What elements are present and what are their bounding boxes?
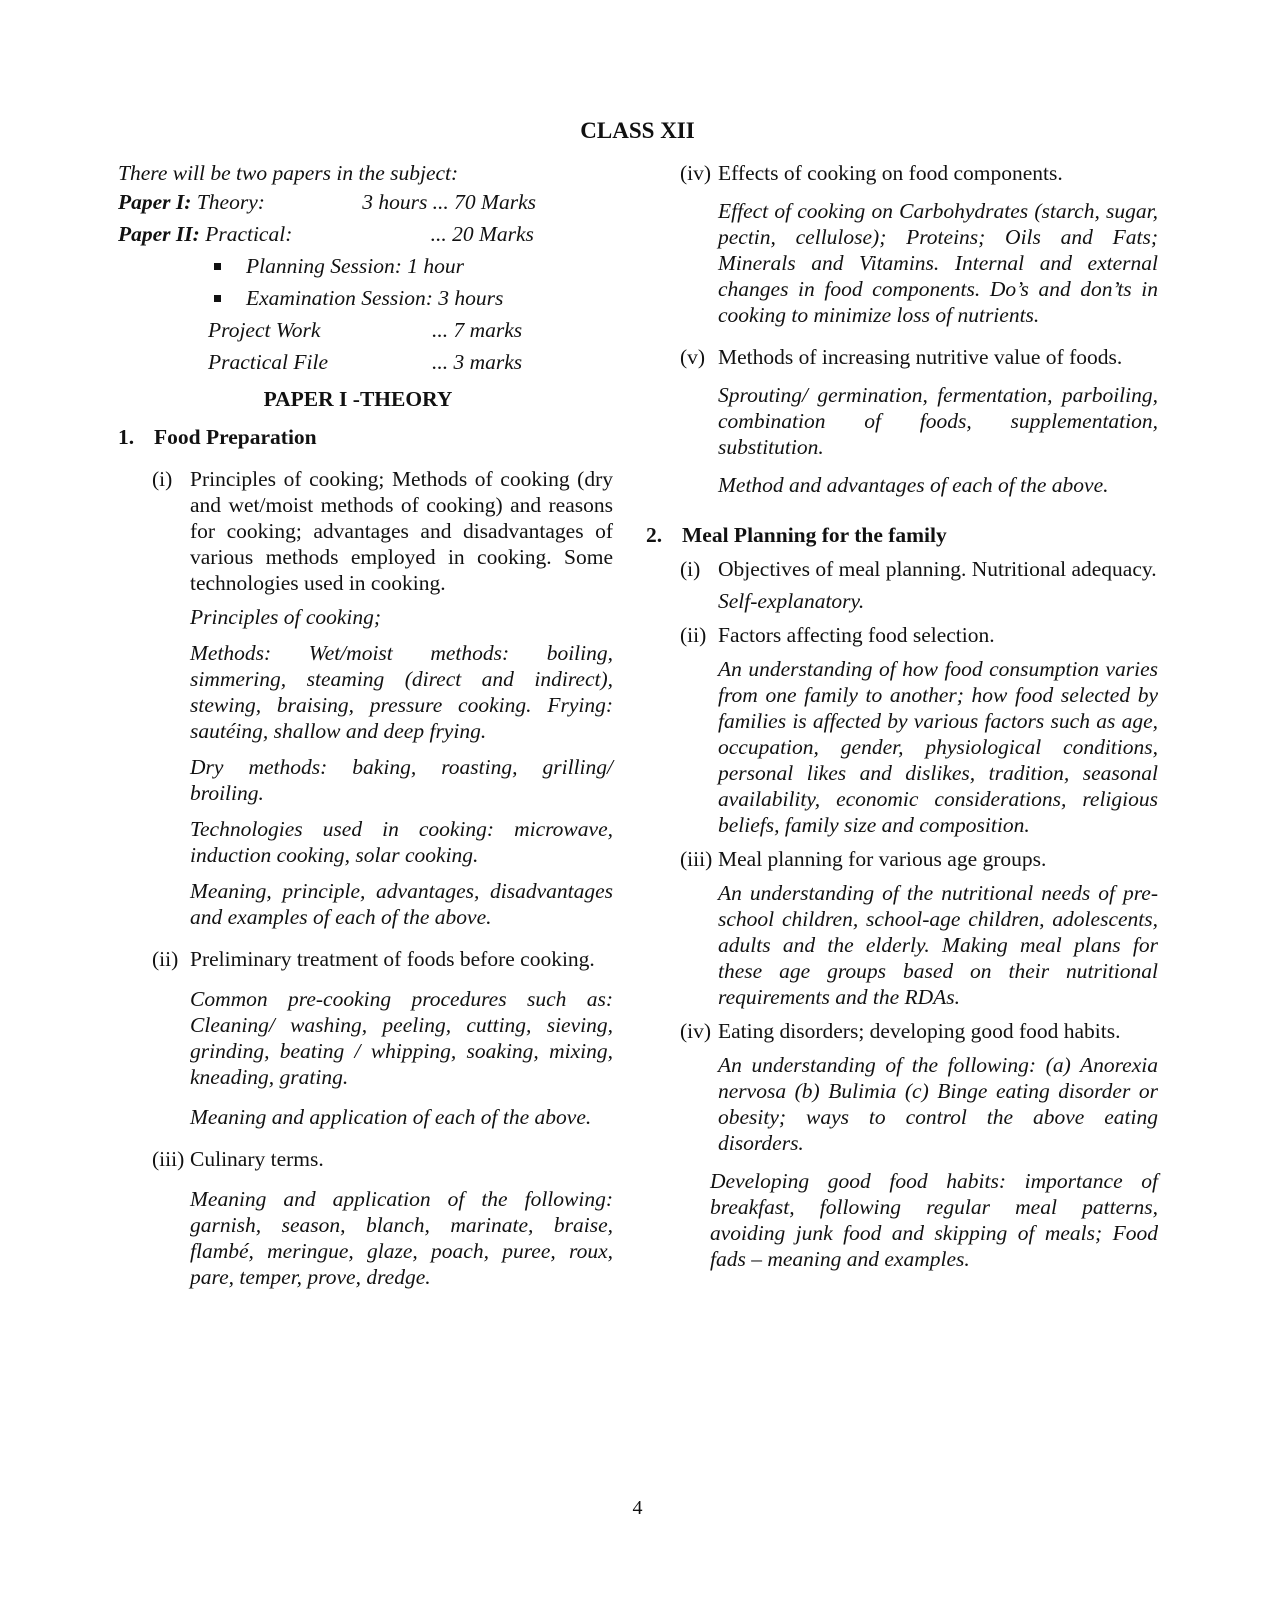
paper-detail: ... 20 Marks — [430, 222, 534, 246]
intro-text: There will be two papers in the subject: — [118, 161, 459, 185]
topic-text: Culinary terms. — [190, 1147, 324, 1171]
paper-detail: 3 hours ... 70 Marks — [362, 190, 536, 214]
paper-heading: PAPER I -THEORY — [263, 387, 453, 411]
paper-name: Practical: — [205, 222, 293, 246]
topic-text: Meal planning for various age groups. — [718, 847, 1047, 871]
work-marks: ... 7 marks — [432, 318, 523, 342]
section-title: Meal Planning for the family — [682, 523, 947, 547]
topic-note: Developing good food habits: importance of breakfast, following regular meal patterns, avoiding junk food and skipping of meals; Food fads – meaning and examples. — [710, 1169, 1158, 1271]
work-row — [118, 314, 613, 346]
topic-note: Method and advantages of each of the above. — [718, 473, 1109, 497]
topic-item — [680, 344, 1158, 370]
work-row — [118, 346, 613, 378]
section-number: 1. — [118, 425, 135, 449]
topic-text: Methods of increasing nutritive value of foods. — [718, 345, 1123, 369]
topic-item — [680, 1018, 1158, 1044]
topic-note: An understanding of the following: (a) Anorexia nervosa (b) Bulimia (c) Binge eating disorder or obesity; ways to control the above eating disorders. — [718, 1053, 1158, 1155]
topic-note: Self-explanatory. — [718, 589, 865, 613]
topic-note: Effect of cooking on Carbohydrates (starch, sugar, pectin, cellulose); Proteins; Oils and Fats; Minerals and Vitamins. Internal and external changes in food components. Do’s and don’ts in cooking to minimize loss of nutrients. — [718, 199, 1158, 327]
topic-number: (iv) — [680, 161, 712, 185]
topic-text: Effects of cooking on food components. — [718, 161, 1063, 185]
topic-text: Principles of cooking; Methods of cooking (dry and wet/moist methods of cooking) and reasons for cooking; advantages and disadvantages of various methods employed in cooking. Some technologies used in cooking. — [190, 467, 613, 595]
topic-number: (iii) — [680, 847, 713, 871]
topic-item — [680, 622, 1158, 648]
topic-note: Meaning and application of each of the above. — [190, 1105, 592, 1129]
paper-label: Paper II: — [118, 222, 200, 246]
paper-row — [118, 186, 613, 218]
topic-note: An understanding of how food consumption varies from one family to another; how food selected by families is affected by various factors such as age, occupation, gender, physiological conditions, personal likes and dislikes, tradition, seasonal availability, economic considerations, religious beliefs, family size and composition. — [718, 657, 1158, 837]
section-number: 2. — [646, 523, 663, 547]
session-item: Planning Session: 1 hour — [210, 250, 613, 282]
topic-item — [680, 846, 1158, 872]
right-column — [646, 160, 1158, 1272]
topic-note: Technologies used in cooking: microwave, induction cooking, solar cooking. — [190, 817, 613, 867]
topic-note: Meaning and application of the following: garnish, season, blanch, marinate, braise, flambé, meringue, glaze, poach, puree, roux, pare, temper, prove, dredge. — [190, 1187, 613, 1289]
topic-note: Sprouting/ germination, fermentation, parboiling, combination of foods, supplementation, substitution. — [718, 383, 1158, 459]
topic-item — [152, 1146, 613, 1172]
topic-text: Preliminary treatment of foods before cooking. — [190, 947, 595, 971]
topic-number: (i) — [152, 467, 173, 491]
section-heading — [118, 424, 613, 450]
page-number: 4 — [632, 1497, 643, 1519]
topic-note: Principles of cooking; — [190, 605, 382, 629]
paper-label: Paper I: — [118, 190, 192, 214]
topic-number: (iii) — [152, 1147, 185, 1171]
topic-number: (v) — [680, 345, 706, 369]
left-column — [118, 160, 613, 1290]
session-item: Examination Session: 3 hours — [210, 282, 613, 314]
topic-item — [680, 556, 1158, 582]
topic-note: An understanding of the nutritional needs of pre-school children, school-age children, adolescents, adults and the elderly. Making meal plans for these age groups based on their nutritional requirements and the RDAs. — [718, 881, 1158, 1009]
topic-text: Objectives of meal planning. Nutritional adequacy. — [718, 557, 1157, 581]
topic-note: Dry methods: baking, roasting, grilling/ broiling. — [190, 755, 613, 805]
session-list — [118, 250, 613, 314]
topic-number: (iv) — [680, 1019, 712, 1043]
work-name: Practical File — [208, 350, 329, 374]
topic-item — [680, 160, 1158, 186]
papers-list — [118, 186, 613, 250]
paper-name: Theory: — [196, 190, 265, 214]
work-name: Project Work — [208, 318, 321, 342]
topic-item — [152, 466, 613, 596]
topic-note: Meaning, principle, advantages, disadvantages and examples of each of the above. — [190, 879, 613, 929]
topic-number: (ii) — [152, 947, 179, 971]
topic-text: Eating disorders; developing good food habits. — [718, 1019, 1121, 1043]
topic-number: (i) — [680, 557, 701, 581]
page-title: CLASS XII — [580, 118, 695, 143]
topic-note: Methods: Wet/moist methods: boiling, simmering, steaming (direct and indirect), stewing, braising, pressure cooking. Frying: sautéing, shallow and deep frying. — [190, 641, 613, 743]
section-heading — [646, 522, 1158, 548]
work-marks: ... 3 marks — [432, 350, 523, 374]
topic-note: Common pre-cooking procedures such as: Cleaning/ washing, peeling, cutting, sieving, grinding, beating / whipping, soaking, mixing, kneading, grating. — [190, 987, 613, 1089]
topic-item — [152, 946, 613, 972]
topic-text: Factors affecting food selection. — [718, 623, 995, 647]
section-title: Food Preparation — [154, 425, 317, 449]
paper-row — [118, 218, 613, 250]
topic-number: (ii) — [680, 623, 707, 647]
